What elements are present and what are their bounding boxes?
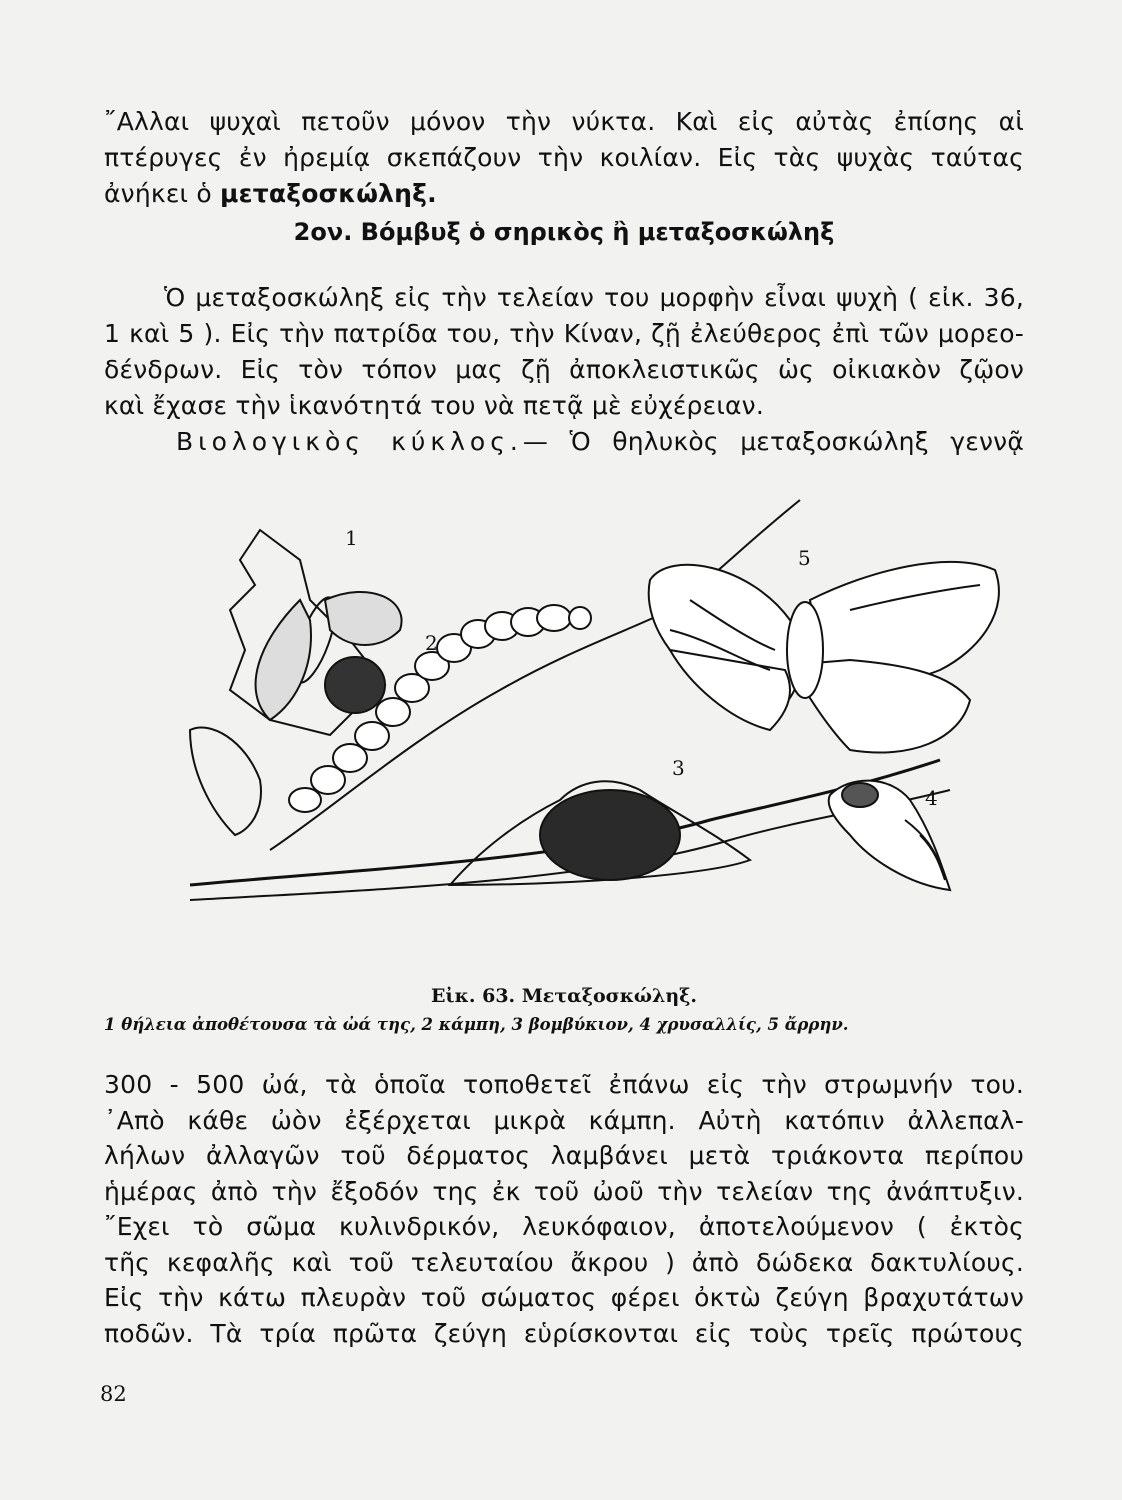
female-moth-wing [256, 600, 311, 720]
figure-caption-legend: 1 θήλεια ἀποθέτουσα τὰ ὠά της, 2 κάμπη, 3 βομβύκιον, 4 χρυσαλλίς, 5 ἄρρην. [104, 1015, 849, 1034]
text-line: τῆς κεφαλῆς καὶ τοῦ τελευταίου ἄκρου ) ἀπὸ δώδεκα δακτυλίους. [104, 1247, 1024, 1277]
leaf-small [190, 727, 261, 835]
text-line [104, 176, 1024, 212]
text-line: πτέρυγες ἐν ἠρεμίᾳ σκεπάζουν τὴν κοιλίαν. Εἰς τὰς ψυχὰς ταύτας [104, 143, 1024, 172]
page-number: 82 [100, 1382, 127, 1406]
figure-label-1: 1 [345, 526, 358, 550]
text-line: Ὁ μεταξοσκώληξ εἰς τὴν τελείαν του μορφὴν εἶναι ψυχὴ ( εἰκ. 36, [164, 283, 1024, 312]
text-line: 1 καὶ 5 ). Εἰς τὴν πατρίδα του, τὴν Κίναν, ζῇ ἐλεύθερος ἐπὶ τῶν μορεο- [104, 319, 1024, 348]
text-line: δένδρων. Εἰς τὸν τόπον μας ζῇ ἀποκλειστικῶς ὡς οἰκιακὸν ζῷον [104, 355, 1024, 384]
text-line: ἡμέρας ἀπὸ τὴν ἔξοδόν της ἐκ τοῦ ὠοῦ τὴν τελείαν της ἀνάπτυξιν. [104, 1176, 1024, 1206]
text-segment: ἀνήκει ὁ [104, 179, 220, 208]
text-line: ποδῶν. Τὰ τρία πρῶτα ζεύγη εὑρίσκονται εἰς τοὺς τρεῖς πρώτους [104, 1318, 1024, 1348]
figure-label-5: 5 [798, 546, 811, 570]
text-line: 300 - 500 ὠά, τὰ ὁποῖα τοποθετεῖ ἐπάνω εἰς τὴν στρωμνήν του. [104, 1070, 1024, 1099]
text-line: ᾿Απὸ κάθε ὠὸν ἐξέρχεται μικρὰ κάμπη. Αὐτὴ κατόπιν ἀλλεπαλ- [104, 1105, 1024, 1135]
silkworm-illustration [150, 490, 1020, 930]
figure-label-4: 4 [925, 786, 938, 810]
intro-paragraph [104, 104, 1024, 212]
text-line: λήλων ἀλλαγῶν τοῦ δέρματος λαμβάνει μετὰ τριάκοντα περίπου [104, 1141, 1024, 1170]
text-line: Εἰς τὴν κάτω πλευρὰν τοῦ σώματος φέρει ὀκτὼ ζεύγη βραχυτάτων [104, 1283, 1024, 1312]
female-moth-wing-2 [325, 592, 402, 645]
section-heading: 2ον. Βόμβυξ ὁ σηρικὸς ἢ μεταξοσκώληξ [293, 218, 835, 246]
figure-caption-title: Εἰκ. 63. Μεταξοσκώληξ. [430, 985, 698, 1007]
caterpillar [289, 605, 591, 812]
subsection-label: Βιολογικὸς κύκλος. [176, 427, 523, 456]
term-bold: μεταξοσκώληξ. [220, 179, 437, 208]
male-moth [649, 562, 999, 753]
text-line [104, 424, 1024, 460]
text-line: ῎Αλλαι ψυχαὶ πετοῦν μόνον τὴν νύκτα. Καὶ εἰς αὐτὰς ἐπίσης αἱ [104, 107, 1024, 136]
egg-cluster [325, 657, 385, 713]
cocoon [540, 790, 680, 880]
continuation-paragraph [104, 1067, 1024, 1351]
text-segment: — Ὁ θηλυκὸς μεταξοσκώληξ γεννᾷ [522, 427, 1025, 456]
figure-label-2: 2 [425, 631, 438, 655]
text-line: ῎Εχει τὸ σῶμα κυλινδρικόν, λευκόφαιον, ἀποτελούμενον ( ἐκτὸς [104, 1212, 1024, 1241]
figure-label-3: 3 [672, 756, 685, 780]
text-line: καὶ ἔχασε τὴν ἱκανότητά του νὰ πετᾷ μὲ εὐχέρειαν. [104, 391, 764, 420]
description-paragraph [104, 280, 1024, 460]
